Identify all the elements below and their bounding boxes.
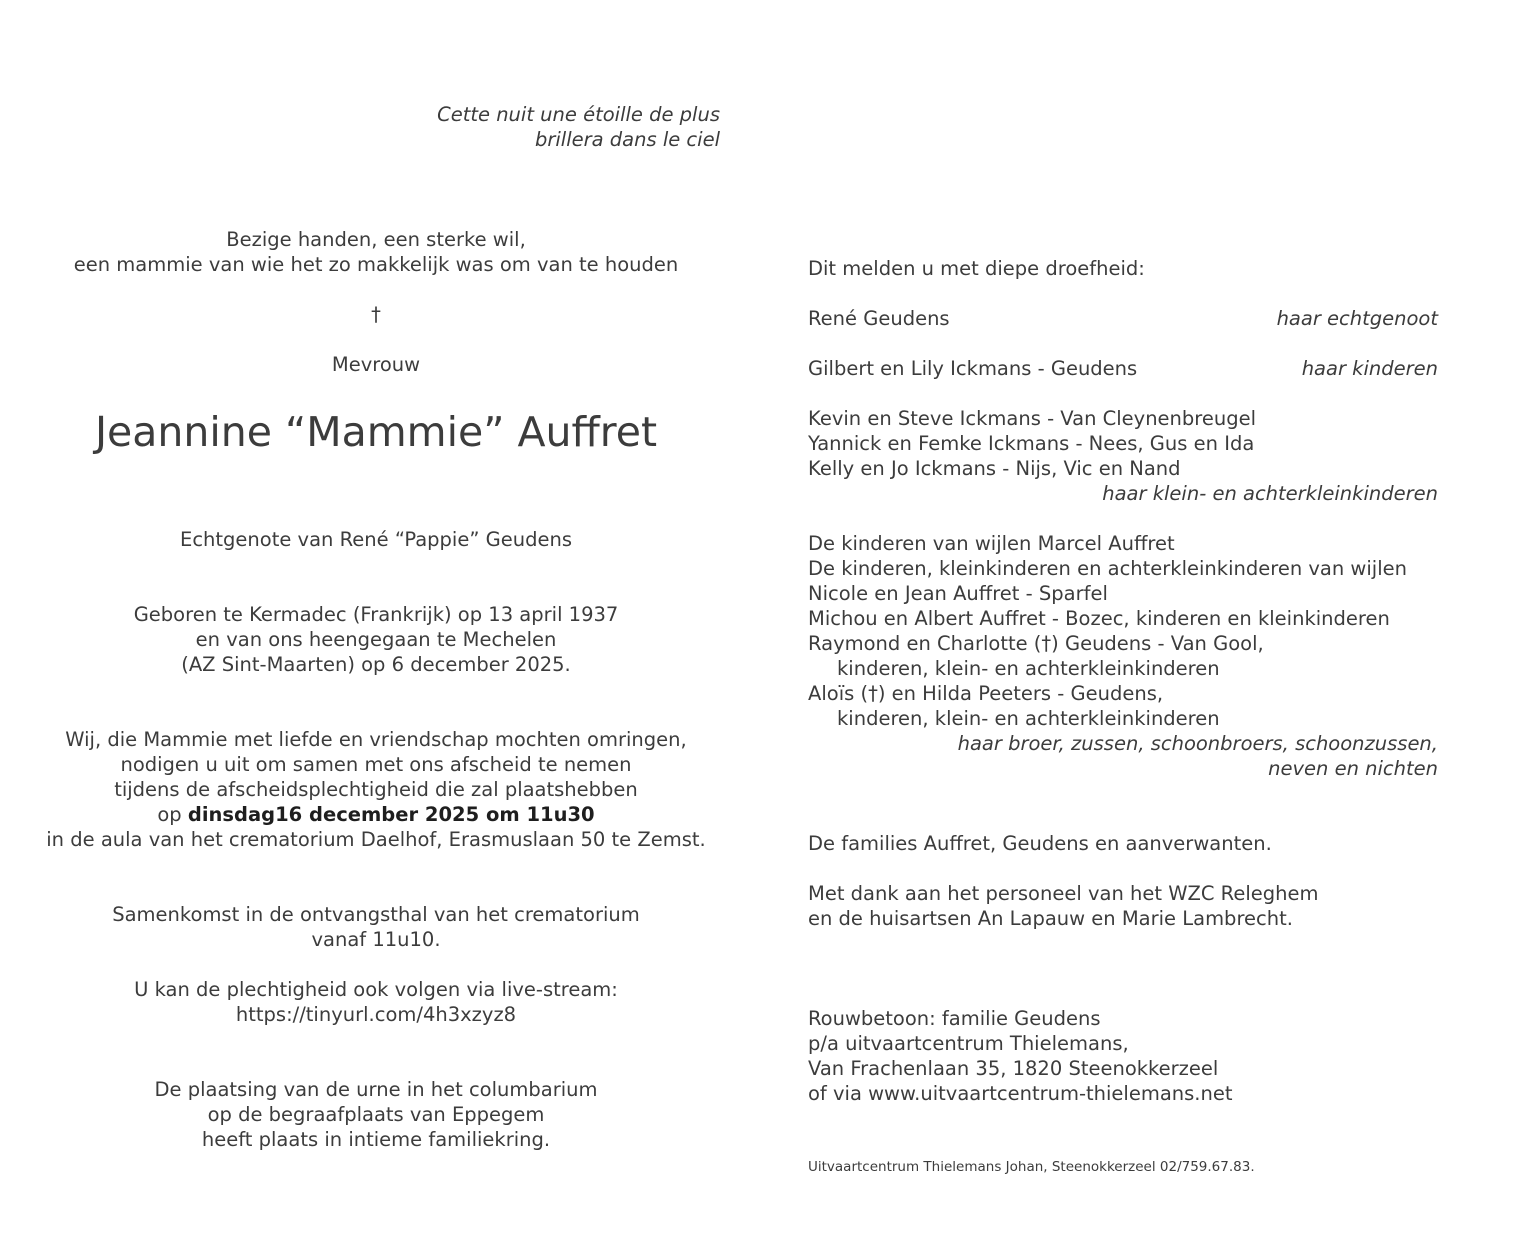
siblings-block [808, 531, 1438, 781]
children-row [808, 356, 1438, 381]
gather-line: Samenkomst in de ontvangsthal van het crematorium [112, 903, 640, 926]
opening-quote [380, 102, 720, 152]
poem-line: een mammie van wie het zo makkelijk was om van te houden [73, 253, 679, 276]
condolence-line: Rouwbetoon: familie Geudens [808, 1007, 1101, 1030]
invite-line: in de aula van het crematorium Daelhof, Erasmuslaan 50 te Zemst. [46, 828, 706, 851]
urn-line: heeft plaats in intieme familiekring. [201, 1128, 551, 1151]
condolence-block [808, 1006, 1438, 1106]
siblings-line: De kinderen, kleinkinderen en achterkleinkinderen van wijlen [808, 557, 1407, 580]
invite-line: tijdens de afscheidsplechtigheid die zal plaatshebben [114, 778, 638, 801]
birth-death-info [20, 602, 732, 677]
birth-line: en van ons heengegaan te Mechelen [195, 628, 557, 651]
siblings-line: kinderen, klein- en achterkleinkinderen [837, 657, 1220, 680]
ceremony-date: dinsdag16 december 2025 om 11u30 [187, 803, 595, 826]
cross-symbol: † [371, 303, 381, 326]
siblings-line: Nicole en Jean Auffret - Sparfel [808, 582, 1108, 605]
poem-line: Bezige handen, een sterke wil, [226, 228, 526, 251]
gather-line: vanaf 11u10. [311, 928, 441, 951]
grandchildren-line: Yannick en Femke Ickmans - Nees, Gus en Ida [808, 432, 1255, 455]
ceremony-invitation [20, 727, 732, 852]
urn-info [20, 1077, 732, 1152]
grandchildren-line: Kevin en Steve Ickmans - Van Cleynenbreugel [808, 407, 1257, 430]
grandchildren-block [808, 406, 1438, 506]
siblings-role: neven en nichten [1268, 757, 1438, 780]
invite-date-line [20, 802, 732, 827]
siblings-line: De kinderen van wijlen Marcel Auffret [808, 532, 1175, 555]
condolence-line: of via www.uitvaartcentrum-thielemans.net [808, 1082, 1233, 1105]
stream-url: https://tinyurl.com/4h3xzyz8 [235, 1003, 517, 1026]
thanks-line: Met dank aan het personeel van het WZC Releghem [808, 882, 1319, 905]
husband-role: haar echtgenoot [1276, 307, 1438, 330]
urn-line: op de begraafplaats van Eppegem [207, 1103, 545, 1126]
condolence-line: p/a uitvaartcentrum Thielemans, [808, 1032, 1129, 1055]
gathering-info [20, 902, 732, 952]
siblings-line: Michou en Albert Auffret - Bozec, kinderen en kleinkinderen [808, 607, 1390, 630]
quote-line: brillera dans le ciel [534, 128, 720, 151]
grandchildren-line: Kelly en Jo Ickmans - Nijs, Vic en Nand [808, 457, 1181, 480]
siblings-line: Aloïs (†) en Hilda Peeters - Geudens, [808, 682, 1164, 705]
children-role: haar kinderen [1301, 357, 1438, 380]
condolence-line: Van Frachenlaan 35, 1820 Steenokkerzeel [808, 1057, 1219, 1080]
children-name: Gilbert en Lily Ickmans - Geudens [808, 357, 1138, 380]
thanks-block [808, 881, 1438, 931]
siblings-line: kinderen, klein- en achterkleinkinderen [837, 707, 1220, 730]
invite-op: op [157, 803, 182, 826]
birth-line: Geboren te Kermadec (Frankrijk) op 13 april 1937 [133, 603, 619, 626]
footer-credit: Uitvaartcentrum Thielemans Johan, Steenokkerzeel 02/759.67.83. [808, 1159, 1255, 1175]
birth-line: (AZ Sint-Maarten) op 6 december 2025. [181, 653, 571, 676]
siblings-role: haar broer, zussen, schoonbroers, schoonzussen, [957, 732, 1438, 755]
husband-row [808, 306, 1438, 331]
deceased-name: Jeannine “Mammie” Auffret [94, 408, 658, 456]
invite-line: nodigen u uit om samen met ons afscheid te nemen [120, 753, 632, 776]
quote-line: Cette nuit une étoille de plus [437, 103, 720, 126]
honorific: Mevrouw [331, 353, 421, 376]
announcement-intro: Dit melden u met diepe droefheid: [808, 257, 1145, 280]
thanks-line: en de huisartsen An Lapauw en Marie Lambrecht. [808, 907, 1293, 930]
urn-line: De plaatsing van de urne in het columbarium [154, 1078, 598, 1101]
stream-line: U kan de plechtigheid ook volgen via live-stream: [134, 978, 618, 1001]
spouse-line: Echtgenote van René “Pappie” Geudens [180, 528, 572, 551]
grandchildren-role: haar klein- en achterkleinkinderen [1102, 482, 1438, 505]
families-line: De families Auffret, Geudens en aanverwanten. [808, 832, 1272, 855]
livestream-info [20, 977, 732, 1027]
poem [20, 227, 732, 277]
siblings-line: Raymond en Charlotte (†) Geudens - Van Gool, [808, 632, 1264, 655]
husband-name: René Geudens [808, 307, 950, 330]
invite-line: Wij, die Mammie met liefde en vriendschap mochten omringen, [65, 728, 687, 751]
